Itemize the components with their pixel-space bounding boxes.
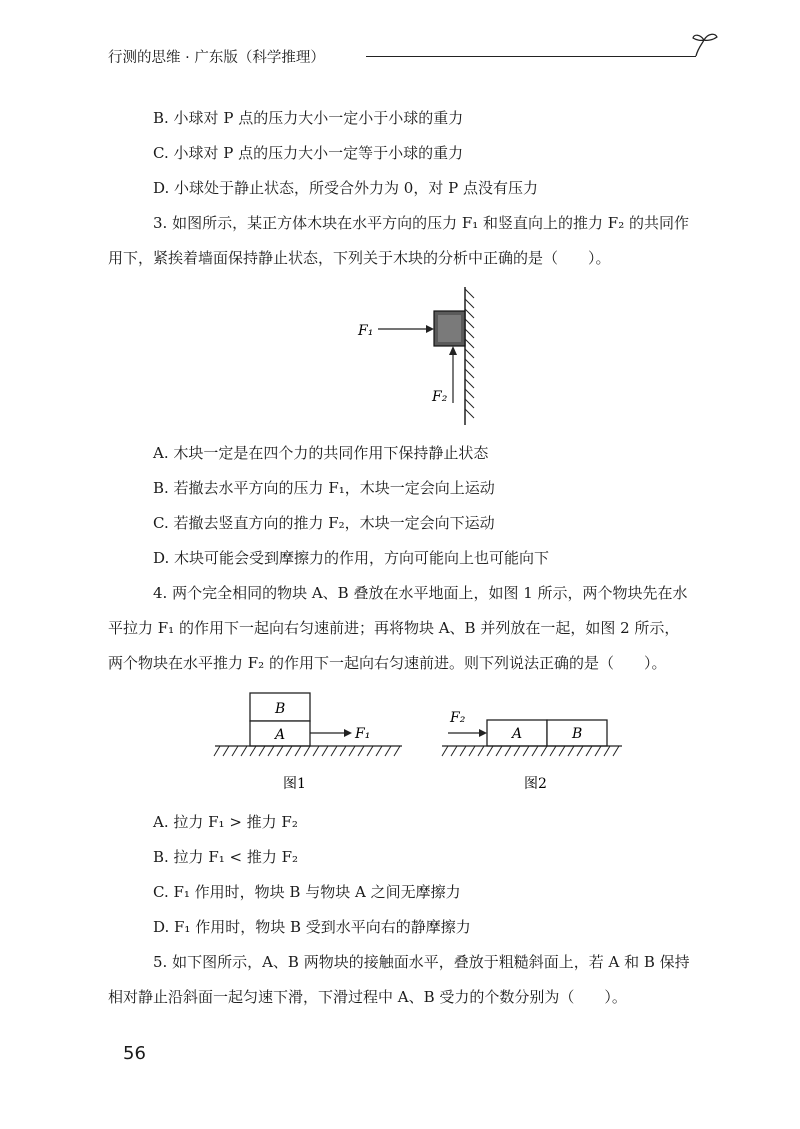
- q4-figure-1: [210, 688, 410, 798]
- q5-stem-line2: 相对静止沿斜面一起匀速下滑，下滑过程中 A、B 受力的个数分别为（ ）。: [108, 988, 627, 1006]
- page-number: 56: [123, 1043, 146, 1064]
- q4-option-b: B. 拉力 F₁ < 推力 F₂: [153, 848, 299, 866]
- q3-option-d: D. 木块可能会受到摩擦力的作用，方向可能向上也可能向下: [153, 549, 550, 567]
- header-rule: [366, 56, 696, 57]
- fig2-label-a: A: [512, 726, 523, 742]
- q2-option-d: D. 小球处于静止状态，所受合外力为 0，对 P 点没有压力: [153, 179, 538, 197]
- sprout-icon: [690, 28, 720, 58]
- q3-figure: [350, 285, 500, 430]
- fig2-force-label: F₂: [450, 710, 466, 726]
- q3-f2-label: F₂: [432, 389, 448, 405]
- q2-option-b: B. 小球对 P 点的压力大小一定小于小球的重力: [153, 109, 464, 127]
- q3-option-b: B. 若撤去水平方向的压力 F₁，木块一定会向上运动: [153, 479, 495, 497]
- q4-stem-line1: 4. 两个完全相同的物块 A、B 叠放在水平地面上，如图 1 所示，两个物块先在水: [153, 584, 688, 602]
- q3-stem-line2: 用下，紧挨着墙面保持静止状态，下列关于木块的分析中正确的是（ ）。: [108, 249, 611, 267]
- q4-stem-line2: 平拉力 F₁ 的作用下一起向右匀速前进；再将物块 A、B 并列放在一起，如图 2 所示，: [108, 619, 680, 637]
- fig1-force-label: F₁: [355, 726, 371, 742]
- q3-f1-label: F₁: [358, 323, 374, 339]
- q3-stem-line1: 3. 如图所示，某正方体木块在水平方向的压力 F₁ 和竖直向上的推力 F₂ 的共同作: [153, 214, 689, 232]
- running-header: 行测的思维 · 广东版（科学推理）: [108, 50, 325, 66]
- q3-option-c: C. 若撤去竖直方向的推力 F₂，木块一定会向下运动: [153, 514, 495, 532]
- fig1-label-a: A: [275, 727, 286, 743]
- q4-option-d: D. F₁ 作用时，物块 B 受到水平向右的静摩擦力: [153, 918, 471, 936]
- q3-option-a: A. 木块一定是在四个力的共同作用下保持静止状态: [153, 444, 489, 462]
- q4-option-a: A. 拉力 F₁ > 推力 F₂: [153, 813, 298, 831]
- fig2-caption: 图2: [524, 776, 547, 792]
- q2-option-c: C. 小球对 P 点的压力大小一定等于小球的重力: [153, 144, 464, 162]
- fig1-caption: 图1: [283, 776, 306, 792]
- fig1-label-b: B: [275, 701, 286, 717]
- q4-stem-line3: 两个物块在水平推力 F₂ 的作用下一起向右匀速前进。则下列说法正确的是（ ）。: [108, 654, 667, 672]
- fig2-label-b: B: [572, 726, 583, 742]
- q4-figure-2: [440, 700, 630, 798]
- q4-option-c: C. F₁ 作用时，物块 B 与物块 A 之间无摩擦力: [153, 883, 461, 901]
- q5-stem-line1: 5. 如下图所示，A、B 两物块的接触面水平，叠放于粗糙斜面上，若 A 和 B 保持: [153, 953, 690, 971]
